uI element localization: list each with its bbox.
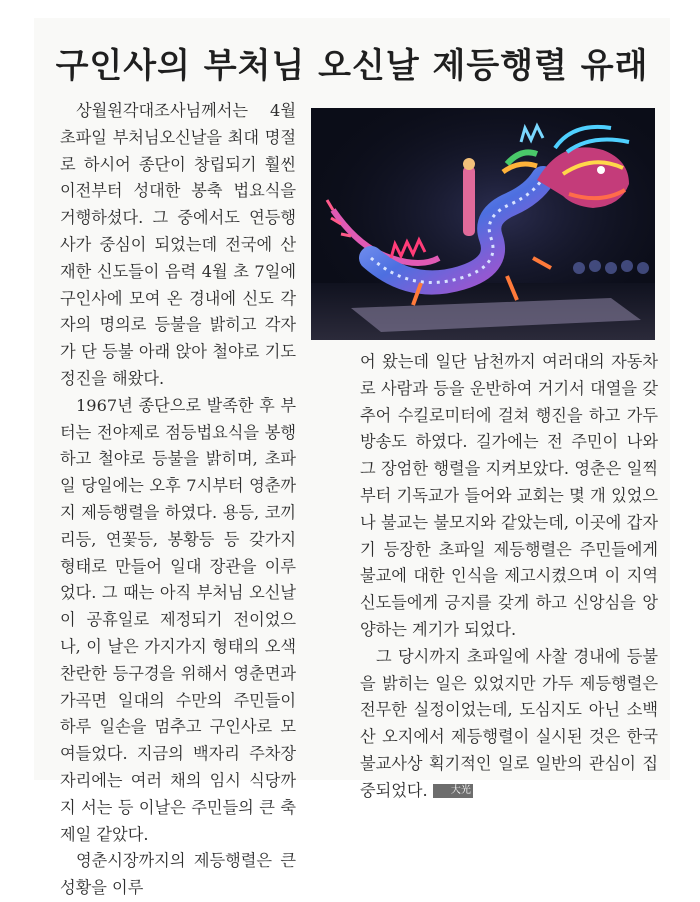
paragraph: 1967년 종단으로 발족한 후 부터는 전야제로 점등법요식을 봉행하고 철야로 등불을 밝히며, 초파일 당일에는 오후 7시부터 영춘까지 제등행렬을 하였다. 용등, 코끼리등, 연꽃등, 봉황등 등 갖가지 형태로 만들어 일대 장관을 이루었다. 그 때는 아직 부처님 오신날이 공휴일로 제정되기 전이었으나, 이 날은 가지가지 형태의 오색 찬란한 등구경을 위해서 영춘면과 가곡면 일대의 수만의 주민들이 하루 일손을 멈추고 구인사로 모여들었다. 지금의 백자리 주차장 자리에는 여러 채의 임시 식당까지 서는 등 이날은 주민들의 큰 축제일 같았다.: [60, 395, 296, 844]
end-mark: 大光: [433, 784, 473, 798]
paragraph: 어 왔는데 일단 남천까지 여러대의 자동차로 사람과 등을 운반하여 거기서 대열을 갖추어 수킬로미터에 걸쳐 행진을 하고 가두방송도 하였다. 길가에는 전 주민이 나와 그 장엄한 행렬을 지켜보았다. 영춘은 일찍부터 기독교가 들어와 교회는 몇 개 있었으나 불교는 불모지와 같았는데, 이곳에 갑자기 등장한 초파일 제등행렬은 주민들에게 불교에 대한 인식을 제고시켰으며 이 지역신도들에게 긍지를 갖게 하고 신앙심을 앙양하는 계기가 되었다.: [360, 352, 658, 639]
dragon-lantern-image: [311, 108, 655, 340]
article-title: 구인사의 부처님 오신날 제등행렬 유래: [55, 46, 649, 86]
paragraph-text: 그 당시까지 초파일에 사찰 경내에 등불을 밝히는 일은 있었지만 가두 제등행렬은 전무한 실정이었는데, 도심지도 아닌 소백산 오지에서 제등행렬이 실시된 것은 한국불교사상 획기적인 일로 일반의 관심이 집중되었다.: [360, 646, 658, 800]
paragraph: [360, 644, 658, 805]
paragraph: 상월원각대조사님께서는 4월 초파일 부처님오신날을 최대 명절로 하시어 종단이 창립되기 훨씬 이전부터 성대한 봉축 법요식을 거행하셨다. 그 중에서도 연등행사가 중심이 되었는데 전국에 산재한 신도들이 음력 4월 초 7일에 구인사에 모여 온 경내에 신도 각자의 명의로 등불을 밝히고 각자가 단 등불 아래 앉아 철야로 기도정진을 해왔다.: [60, 101, 296, 388]
left-column: [60, 98, 296, 902]
magazine-page: [34, 18, 670, 898]
paragraph: 영춘시장까지의 제등행렬은 큰 성황을 이루: [60, 851, 296, 898]
right-column: [360, 349, 658, 805]
dragon-lantern-photo: [311, 108, 655, 340]
